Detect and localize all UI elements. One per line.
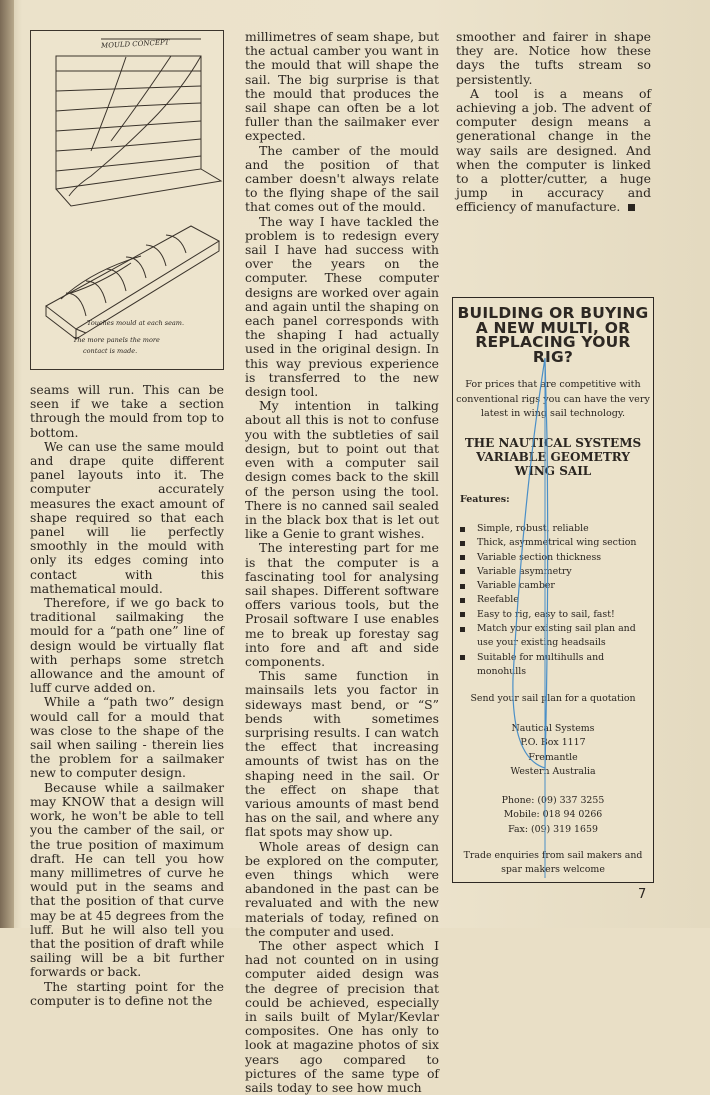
address-line: P.O. Box 1117 [520,737,586,749]
paragraph: The starting point for the computer is to define not the [30,978,224,1008]
paragraph: While a “path two” design would call for a mould that was close to the shape of the sail when sailing - therein lies the problem for a sailmaker new to computer design. [30,694,224,781]
paragraph [456,87,651,215]
paragraph-text: A tool is a means of achieving a job. The advent of computer design means a generational change in the way sails are designed. And when the computer is linked to a plotter/cutter, a huge jump in accuracy and efficiency of manufacture. [456,85,651,215]
feature-item: Match your existing sail plan and use your existing headsails [459,622,649,651]
ad-company-line: WING SAIL [514,464,592,478]
end-of-article-mark [628,204,635,211]
wing-sail-advertisement [452,297,654,883]
ad-headline-line: A NEW MULTI, OR [475,318,631,337]
article-column-2 [245,30,439,1095]
phone-number: Phone: (09) 337 3255 [501,795,605,806]
trade-line: spar makers welcome [501,864,605,876]
ad-address [453,722,653,779]
paragraph: The interesting part for me is that the computer is a fascinating tool for analysing sail shapes. Different software offers various tools, but the Prosail software I use enables me to break up forestay sag into fore and aft and side components. [245,540,439,669]
sketch-note-3: contact is made. [83,347,138,355]
sketch-note-2: The more panels the more [73,336,160,344]
address-line: Fremantle [528,751,578,763]
paragraph: This same function in mainsails lets you factor in sideways mast bend, or “S” bends with sometimes surprising results. I can watch the effect that increasing amounts of twist has on the shaping need in the sail. Or the effect on shape that various amounts of mast bend has on the sail, and where any flat spots may show up. [245,668,439,840]
paragraph: Therefore, if we go back to traditional sailmaking the mould for a “path one” line of design would be virtually flat with perhaps some stretch allowance and the amount of luff curve added on. [30,595,224,696]
ad-headline-line: REPLACING YOUR [475,333,631,351]
trade-line: Trade enquiries from sail makers and [463,850,643,861]
ad-headline-line: RIG? [532,347,574,366]
sketch-note-1: Touches mould at each seam. [87,319,185,327]
ad-company-line: THE NAUTICAL SYSTEMS [464,436,642,450]
paragraph: Whole areas of design can be explored on the computer, even things which were abandoned in the past can be revaluated and with the new materials of today, refined on the computer and used. [245,838,439,939]
ad-call-to-action: Send your sail plan for a quotation [470,693,636,704]
ad-headline [453,306,653,364]
paragraph: My intention in talking about all this is not to confuse you with the subtleties of sail design, but to point out that even with a computer sail design comes back to the skill of the person using the tool. There is no canned sail sealed in the black box that is let out like a Genie to grant wishes. [245,398,439,542]
feature-item: Easy to rig, easy to sail, fast! [459,608,649,622]
paragraph: We can use the same mould and drape quite different panel layouts into it. The computer accurately measures the exact amount of shape required so that each panel will lie perfectly smoothly in the mould with only its edges coming into contact with this mathematical mould. [30,438,224,596]
feature-item: Thick, asymmetrical wing section [459,536,649,550]
address-line: Western Australia [510,765,596,777]
feature-item: Simple, robust, reliable [459,522,649,536]
page-spine [0,0,14,928]
paragraph: The way I have tackled the problem is to redesign every sail I have had success with over the years on the computer. These computer designs are worked over again and again until the shaping on each panel corresponds with the shaping I had actually used in the original design. In this way previous experience is transferred to the new design tool. [245,213,439,400]
ad-company-name [453,436,653,478]
paragraph: The camber of the mould and the position of that camber doesn't always relate to the flying shape of the sail that comes out of the mould. [245,142,439,215]
paragraph: seams will run. This can be seen if we take a section through the mould from top to bottom. [30,382,224,440]
ad-intro [453,378,653,422]
feature-item: Suitable for multihulls and monohulls [459,651,649,680]
article-column-1 [30,383,224,1008]
page-number: 7 [638,887,647,902]
mould-sketch-figure [30,30,224,370]
feature-item: Variable asymmetry [459,565,649,579]
feature-item: Variable camber [459,579,649,593]
ad-company-line: VARIABLE GEOMETRY [476,450,630,464]
article-column-3 [456,30,651,215]
mobile-number: Mobile: 018 94 0266 [503,809,603,821]
feature-item: Reefable [459,593,649,607]
address-line: Nautical Systems [511,723,595,734]
paragraph: millimetres of seam shape, but the actual camber you want in the mould that will shape the sail. The big surprise is that the mould that produces the sail shape can often be a lot fuller than the sailmaker ever expected. [245,29,439,144]
ad-trade-note [453,849,653,878]
ad-intro-line: conventional rigs you can have the very [456,393,650,405]
paragraph: Because while a sailmaker may KNOW that a design will work, he won't be able to tell you the camber of the sail, or the true position of maximum draft. He can tell you how many millimetres of curve he would put in the seams and that the position of that curve may be at 45 degrees from the luff. But he will also tell you that the position of draft while sailing will be a bit further forwards or back. [30,779,224,980]
features-title: Features: [460,494,510,505]
paragraph: The other aspect which I had not counted on in using computer aided design was the degree of precision that could be achieved, especially in sails built of Mylar/Kevlar composites. One has only to look at magazine photos of six years ago compared to pictures of the same type of sails today to see how much [245,938,439,1095]
sketch-top-label: MOULD CONCEPT [100,38,170,50]
ad-intro-line: For prices that are competitive with [465,379,641,390]
features-list [459,522,649,679]
fax-number: Fax: (09) 319 1659 [508,823,598,835]
ad-headline-line: BUILDING OR BUYING [457,304,649,322]
ad-contact-numbers [453,794,653,837]
paragraph: smoother and fairer in shape they are. Notice how these days the tufts stream so persistently. [456,29,651,87]
ad-intro-line: latest in wing sail technology. [480,408,626,420]
feature-item: Variable section thickness [459,551,649,565]
